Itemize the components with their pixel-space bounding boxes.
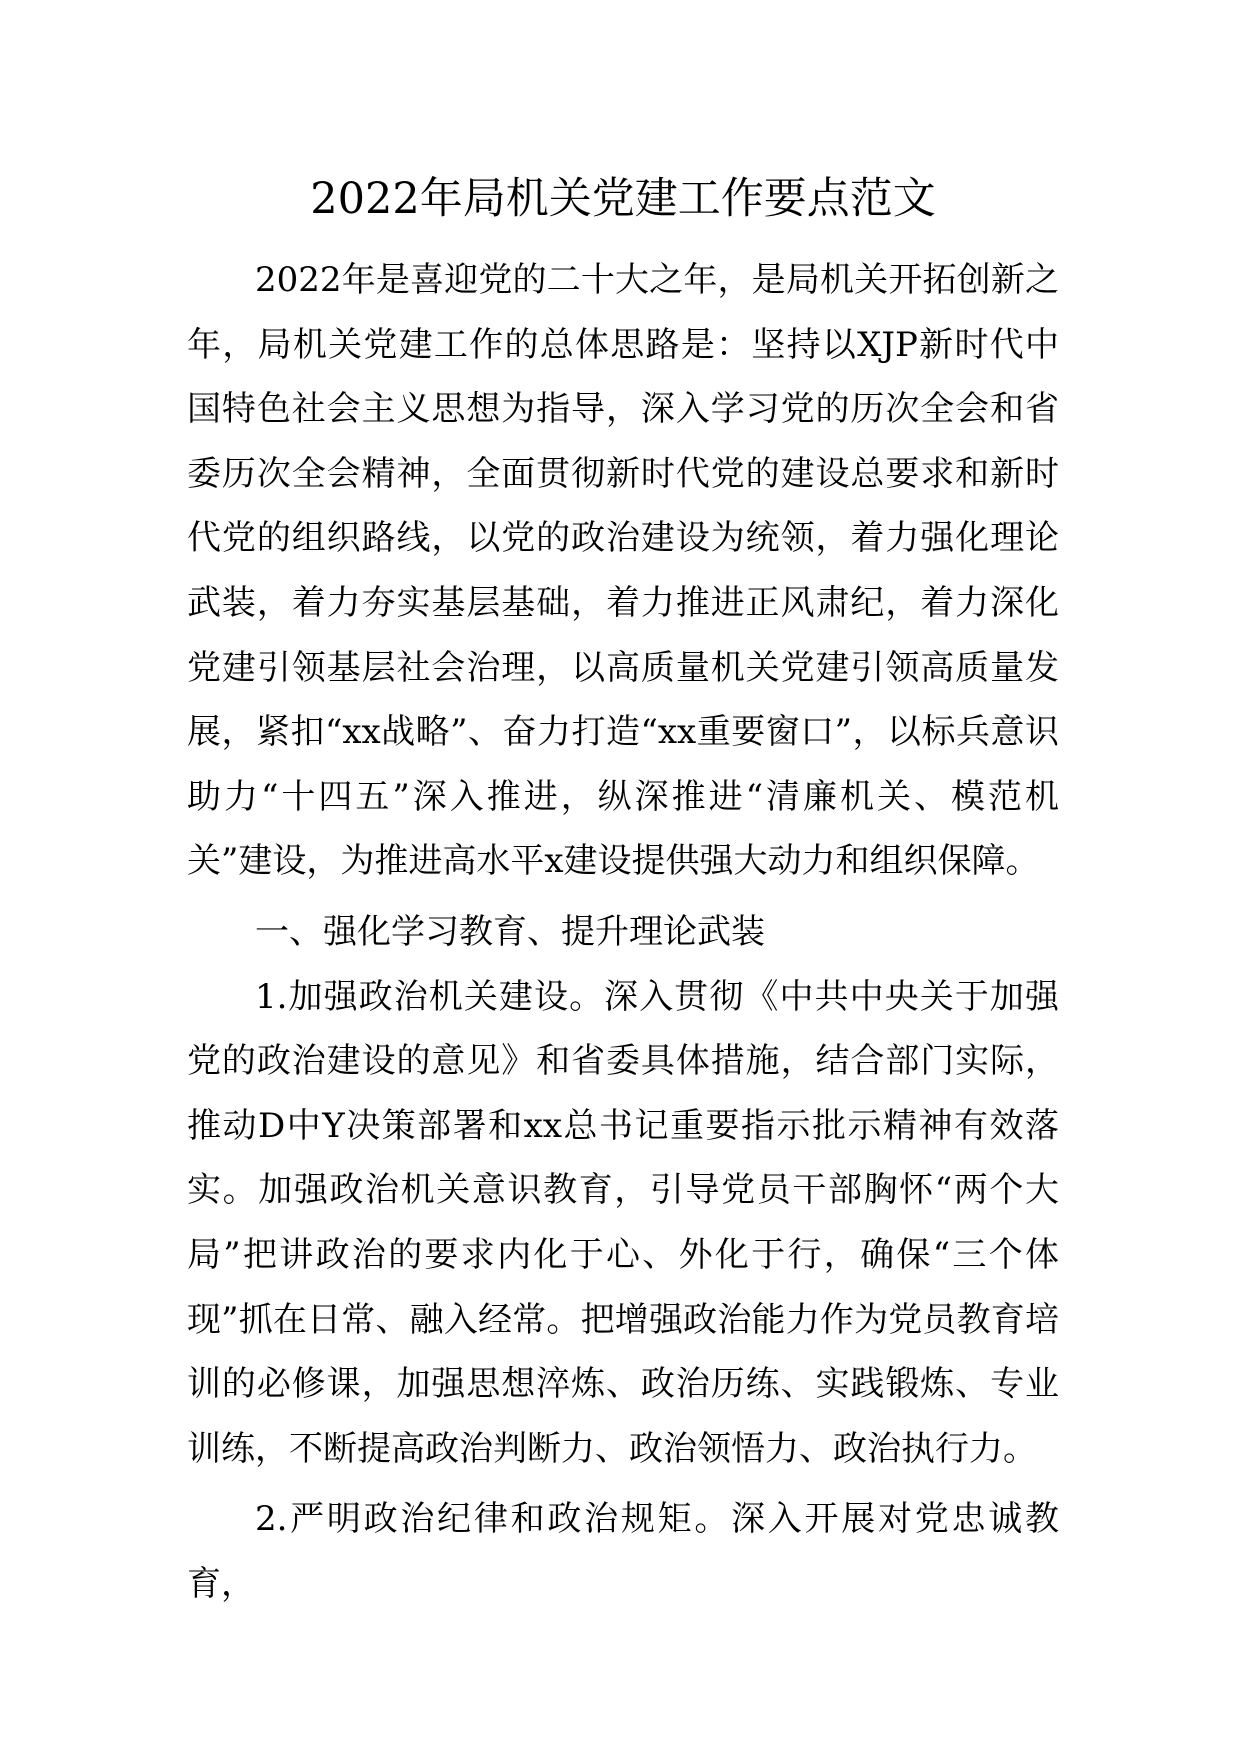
document-title: 2022年局机关党建工作要点范文 xyxy=(310,174,936,224)
item-paragraph-2: 2.严明政治纪律和政治规矩。深入开展对党忠诚教育， xyxy=(187,1499,1059,1604)
item-paragraph-1: 1.加强政治机关建设。深入贯彻《中共中央关于加强党的政治建设的意见》和省委具体措施，结合部门实际，推动D中Y决策部署和xx总书记重要指示批示精神有效落实。加强政治机关意识教育，引导党员干部胸怀“两个大局”把讲政治的要求内化于心、外化于行，确保“三个体现”抓在日常、融入经常。把增强政治能力作为党员教育培训的必修课，加强思想淬炼、政治历练、实践锻炼、专业训练，不断提高政治判断力、政治领悟力、政治执行力。 xyxy=(187,976,1059,1469)
section-heading-1: 一、强化学习教育、提升理论武装 xyxy=(255,911,765,952)
document-page xyxy=(187,150,1059,1616)
intro-paragraph: 2022年是喜迎党的二十大之年，是局机关开拓创新之年，局机关党建工作的总体思路是：坚持以XJP新时代中国特色社会主义思想为指导，深入学习党的历次全会和省委历次全会精神，全面贯彻新时代党的建设总要求和新时代党的组织路线，以党的政治建设为统领，着力强化理论武装，着力夯实基层基础，着力推进正风肃纪，着力深化党建引领基层社会治理，以高质量机关党建引领高质量发展，紧扣“xx战略”、奋力打造“xx重要窗口”，以标兵意识助力“十四五”深入推进，纵深推进“清廉机关、模范机关”建设，为推进高水平x建设提供强大动力和组织保障。 xyxy=(187,260,1059,882)
